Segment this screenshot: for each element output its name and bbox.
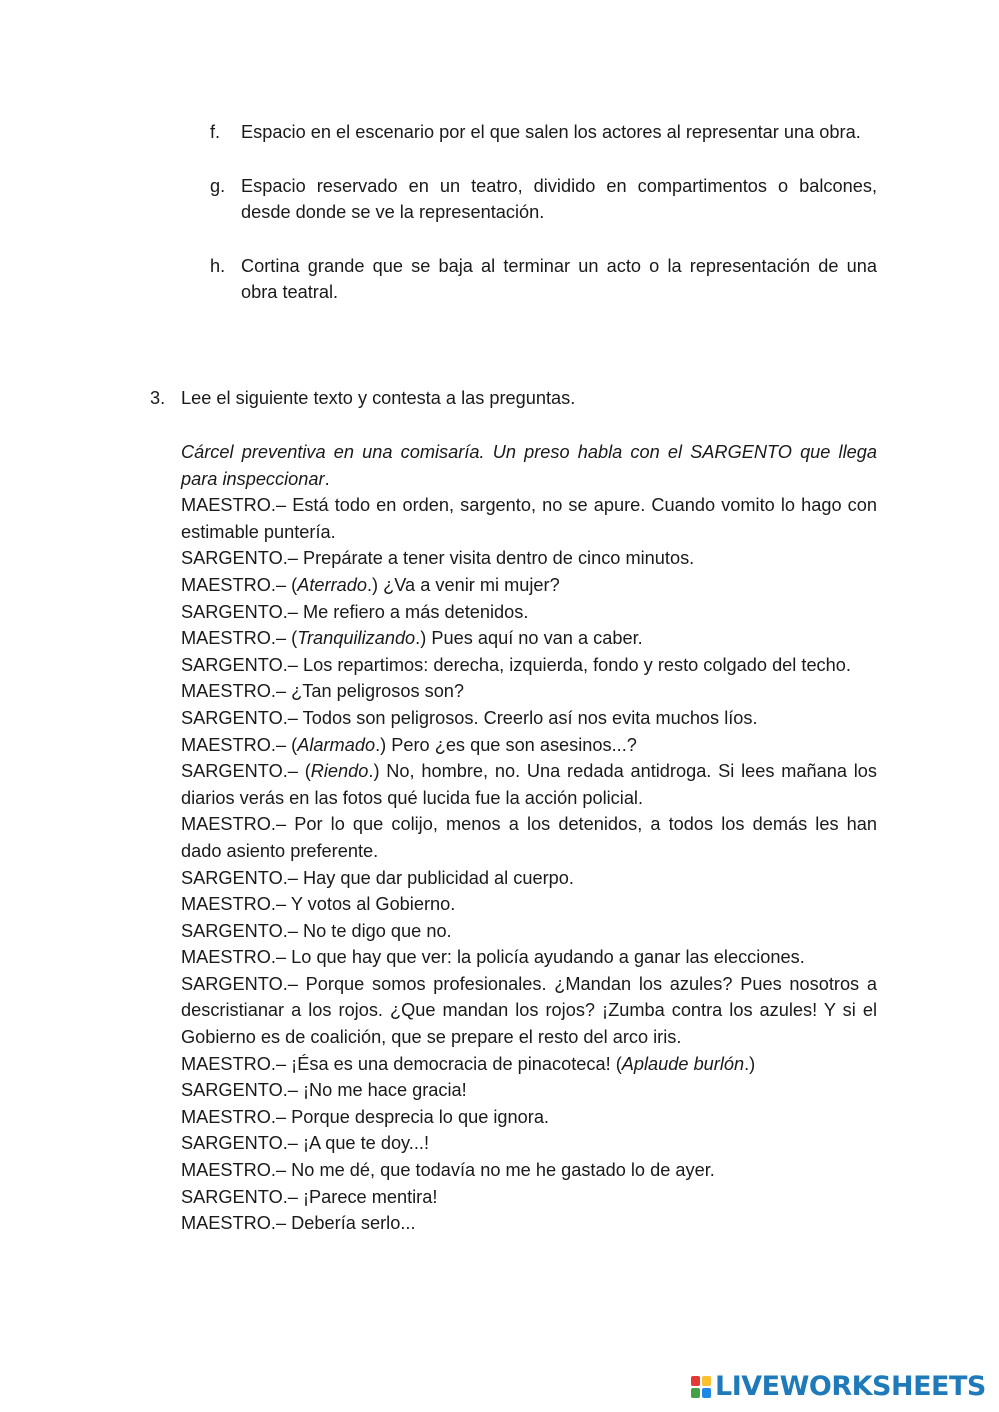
line-text: ¡No me hace gracia! bbox=[302, 1080, 467, 1101]
line-text: Y votos al Gobierno. bbox=[290, 894, 456, 915]
dialogue-line bbox=[181, 1157, 877, 1184]
direction: Aplaude burlón bbox=[621, 1053, 745, 1074]
logo-square-icon bbox=[691, 1376, 700, 1386]
speaker: MAESTRO.– bbox=[181, 628, 292, 649]
line-text: ¡A que te doy...! bbox=[302, 1133, 430, 1154]
speaker: MAESTRO.– bbox=[181, 1106, 292, 1127]
logo-square-icon bbox=[702, 1376, 711, 1386]
dialogue-line bbox=[181, 705, 877, 732]
dialogue-line bbox=[181, 1184, 877, 1211]
direction: Tranquilizando bbox=[297, 628, 416, 649]
dialogue-line bbox=[181, 678, 877, 705]
speaker: SARGENTO.– bbox=[181, 920, 303, 941]
speaker: SARGENTO.– bbox=[181, 601, 303, 622]
dialogue-line bbox=[181, 865, 877, 892]
line-text: Me refiero a más detenidos. bbox=[302, 601, 529, 622]
dialogue-line bbox=[181, 1104, 877, 1131]
speaker: SARGENTO.– bbox=[181, 1186, 303, 1207]
definition-letter: f. bbox=[210, 122, 221, 142]
dialogue-line bbox=[181, 811, 877, 864]
logo-square-icon bbox=[691, 1388, 700, 1398]
speaker: SARGENTO.– bbox=[181, 1133, 303, 1154]
dialogue-line bbox=[181, 944, 877, 971]
definition-item bbox=[210, 253, 877, 306]
direction: Alarmado bbox=[297, 734, 376, 755]
line-text: ¿Tan peligrosos son? bbox=[291, 681, 465, 702]
speaker: MAESTRO.– bbox=[181, 495, 293, 516]
speaker: SARGENTO.– bbox=[181, 707, 303, 728]
dialogue-line: MAESTRO.– (Tranquilizando.) Pues aquí no van a caber. bbox=[181, 628, 643, 649]
dialogue-line: MAESTRO.– (Alarmado.) Pero ¿es que son asesinos...? bbox=[181, 734, 637, 755]
speaker: MAESTRO.– bbox=[181, 734, 292, 755]
definition-letter: g. bbox=[210, 175, 226, 196]
definition-text: Cortina grande que se baja al terminar un acto o la representación de una obra teatral. bbox=[241, 255, 877, 303]
line-text: Porque somos profesionales. ¿Mandan los azules? Pues nosotros a descristianar a los rojos. ¿Que mandan los rojos? ¡Zumba contra los azules! Y si el Gobierno es de coalición, que se prepare el resto del arco iris. bbox=[181, 973, 877, 1048]
dialogue-line bbox=[181, 971, 877, 1051]
line-text: ¡Parece mentira! bbox=[302, 1186, 438, 1207]
dialogue-line: MAESTRO.– ¡Ésa es una democracia de pinacoteca! (Aplaude burlón.) bbox=[181, 1053, 756, 1074]
dialogue-line bbox=[181, 891, 877, 918]
stage-direction-text: Cárcel preventiva en una comisaría. Un preso habla con el SARGENTO que llega para inspeccionar bbox=[181, 442, 877, 489]
question-number: 3. bbox=[150, 388, 166, 408]
line-text: No, hombre, no. Una redada antidroga. Si lees mañana los diarios verás en las fotos qué lucida fue la acción policial. bbox=[181, 761, 877, 808]
speaker: MAESTRO.– bbox=[181, 681, 292, 702]
definition-list bbox=[0, 119, 999, 333]
dialogue-line: SARGENTO.– (Riendo.) No, hombre, no. Una redada antidroga. Si lees mañana los diarios verás en las fotos qué lucida fue la acción policial. bbox=[181, 761, 877, 808]
logo-square-icon bbox=[702, 1388, 711, 1398]
line-text: Por lo que colijo, menos a los detenidos, a todos los demás les han dado asiento preferente. bbox=[181, 814, 878, 861]
speaker: MAESTRO.– bbox=[181, 1213, 292, 1234]
speaker: SARGENTO.– bbox=[181, 548, 303, 569]
line-text: Hay que dar publicidad al cuerpo. bbox=[302, 867, 574, 888]
dialogue-line bbox=[181, 1077, 877, 1104]
speaker: MAESTRO.– bbox=[181, 894, 291, 915]
stage-direction: Cárcel preventiva en una comisaría. Un preso habla con el SARGENTO que llega para inspeccionar. bbox=[181, 442, 877, 489]
speaker: SARGENTO.– bbox=[181, 1080, 303, 1101]
speaker: MAESTRO.– bbox=[181, 814, 295, 835]
definition-item bbox=[210, 119, 877, 146]
dialogue-line bbox=[181, 1130, 877, 1157]
dialogue-text bbox=[181, 439, 877, 1237]
line-text: Pues aquí no van a caber. bbox=[431, 628, 643, 649]
question-text: Lee el siguiente texto y contesta a las preguntas. bbox=[181, 388, 576, 408]
speaker: MAESTRO.– bbox=[181, 1053, 292, 1074]
speaker: MAESTRO.– bbox=[181, 574, 292, 595]
definition-letter: h. bbox=[210, 255, 226, 276]
liveworksheets-logo bbox=[691, 1372, 989, 1402]
speaker: MAESTRO.– bbox=[181, 947, 292, 968]
dialogue-line bbox=[181, 652, 877, 679]
speaker: SARGENTO.– bbox=[181, 973, 306, 994]
brand-name: LIVEWORKSHEETS bbox=[715, 1371, 986, 1402]
dialogue-line bbox=[181, 545, 877, 572]
speaker: MAESTRO.– bbox=[181, 1160, 292, 1181]
dialogue-line bbox=[181, 599, 877, 626]
direction: Aterrado bbox=[297, 574, 367, 595]
dialogue-line: MAESTRO.– (Aterrado.) ¿Va a venir mi mujer? bbox=[181, 574, 560, 595]
line-text: No me dé, que todavía no me he gastado lo de ayer. bbox=[291, 1160, 715, 1181]
speaker: SARGENTO.– bbox=[181, 654, 303, 675]
definition-text: Espacio en el escenario por el que salen los actores al representar una obra. bbox=[241, 122, 861, 142]
line-text: Debería serlo... bbox=[291, 1213, 416, 1234]
line-text: ¿Va a venir mi mujer? bbox=[383, 574, 560, 595]
speaker: SARGENTO.– bbox=[181, 761, 305, 782]
definition-item bbox=[210, 173, 877, 226]
line-text: Todos son peligrosos. Creerlo así nos evita muchos líos. bbox=[302, 707, 758, 728]
line-text: Pero ¿es que son asesinos...? bbox=[391, 734, 637, 755]
line-text: Lo que hay que ver: la policía ayudando a ganar las elecciones. bbox=[291, 947, 805, 968]
definition-text: Espacio reservado en un teatro, dividido en compartimentos o balcones, desde donde se ve la representación. bbox=[241, 175, 877, 223]
line-text: No te digo que no. bbox=[302, 920, 452, 941]
line-text: Porque desprecia lo que ignora. bbox=[291, 1106, 549, 1127]
logo-grid-icon bbox=[691, 1376, 711, 1398]
dialogue-line bbox=[181, 1210, 877, 1237]
speaker: SARGENTO.– bbox=[181, 867, 303, 888]
line-text: Está todo en orden, sargento, no se apure. Cuando vomito lo hago con estimable puntería. bbox=[181, 495, 877, 542]
dialogue-line bbox=[181, 492, 877, 545]
line-text: Los repartimos: derecha, izquierda, fondo y resto colgado del techo. bbox=[302, 654, 851, 675]
dialogue-line bbox=[181, 918, 877, 945]
line-text: Prepárate a tener visita dentro de cinco minutos. bbox=[302, 548, 695, 569]
direction: Riendo bbox=[310, 761, 369, 782]
line-text: ¡Ésa es una democracia de pinacoteca! bbox=[291, 1053, 616, 1074]
